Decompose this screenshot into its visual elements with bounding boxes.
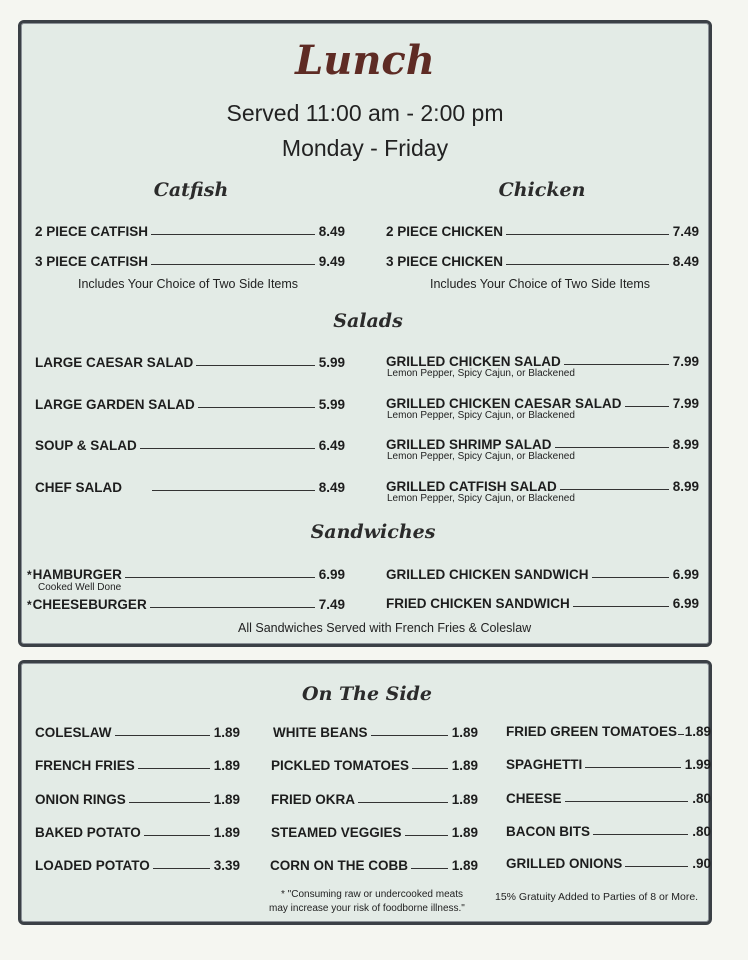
- sides-heading: On The Side: [302, 683, 432, 705]
- item-note: Lemon Pepper, Spicy Cajun, or Blackened: [387, 368, 575, 379]
- menu-item: GRILLED CHICKEN SANDWICH 6.99: [386, 567, 699, 582]
- menu-item: LARGE CAESAR SALAD 5.99: [35, 355, 345, 370]
- menu-item: CHEESE .80: [506, 791, 711, 806]
- menu-item: FRIED OKRA 1.89: [271, 792, 478, 807]
- serving-hours: Served 11:00 am - 2:00 pm: [226, 100, 504, 126]
- catfish-heading: Catfish: [153, 179, 229, 201]
- catfish-note: Includes Your Choice of Two Side Items: [78, 277, 299, 291]
- item-note: Lemon Pepper, Spicy Cajun, or Blackened: [387, 410, 575, 421]
- chicken-heading: Chicken: [498, 179, 586, 201]
- lunch-menu-panel: [18, 20, 712, 647]
- item-note: Cooked Well Done: [38, 582, 122, 593]
- menu-item: WHITE BEANS 1.89: [273, 725, 478, 740]
- menu-item: GRILLED CHICKEN CAESAR SALAD 7.99: [386, 396, 699, 411]
- menu-item: CHEF SALAD 8.49: [35, 480, 345, 495]
- menu-item: LOADED POTATO 3.39: [35, 858, 240, 873]
- salads-heading: Salads: [333, 310, 403, 332]
- sandwiches-heading: Sandwiches: [310, 521, 436, 543]
- menu-item: PICKLED TOMATOES 1.89: [271, 758, 478, 773]
- item-note: Lemon Pepper, Spicy Cajun, or Blackened: [387, 493, 575, 504]
- sides-menu-panel: [18, 660, 712, 925]
- menu-item: LARGE GARDEN SALAD 5.99: [35, 397, 345, 412]
- consumer-warning-line1: * "Consuming raw or undercooked meats: [281, 889, 463, 900]
- menu-item: GRILLED SHRIMP SALAD 8.99: [386, 437, 699, 452]
- menu-item: CORN ON THE COBB 1.89: [270, 858, 478, 873]
- consumer-warning-line2: may increase your risk of foodborne illness.": [269, 903, 465, 914]
- gratuity-note: 15% Gratuity Added to Parties of 8 or More.: [495, 891, 699, 903]
- menu-item: BAKED POTATO 1.89: [35, 825, 240, 840]
- menu-item: 2 PIECE CATFISH 8.49: [35, 224, 345, 239]
- menu-item: 3 PIECE CATFISH 9.49: [35, 254, 345, 269]
- chicken-note: Includes Your Choice of Two Side Items: [430, 277, 651, 291]
- menu-item: SOUP & SALAD 6.49: [35, 438, 345, 453]
- menu-item: FRIED CHICKEN SANDWICH 6.99: [386, 596, 699, 611]
- menu-item: FRENCH FRIES 1.89: [35, 758, 240, 773]
- menu-item: 3 PIECE CHICKEN 8.49: [386, 254, 699, 269]
- menu-item: * HAMBURGER 6.99: [27, 567, 345, 582]
- menu-title: Lunch: [295, 37, 435, 84]
- serving-days: Monday - Friday: [281, 135, 449, 161]
- menu-item: GRILLED ONIONS .90: [506, 856, 711, 871]
- menu-item: GRILLED CHICKEN SALAD 7.99: [386, 354, 699, 369]
- menu-item: GRILLED CATFISH SALAD 8.99: [386, 479, 699, 494]
- menu-item: * CHEESEBURGER 7.49: [27, 597, 345, 612]
- item-note: Lemon Pepper, Spicy Cajun, or Blackened: [387, 451, 575, 462]
- menu-item: FRIED GREEN TOMATOES 1.89: [506, 724, 711, 739]
- menu-item: COLESLAW 1.89: [35, 725, 240, 740]
- menu-item: BACON BITS .80: [506, 824, 711, 839]
- menu-item: ONION RINGS 1.89: [35, 792, 240, 807]
- star-icon: *: [27, 598, 32, 612]
- star-icon: *: [27, 568, 32, 582]
- sandwiches-note: All Sandwiches Served with French Fries & Coleslaw: [238, 621, 532, 635]
- menu-item: 2 PIECE CHICKEN 7.49: [386, 224, 699, 239]
- menu-item: STEAMED VEGGIES 1.89: [271, 825, 478, 840]
- menu-item: SPAGHETTI 1.99: [506, 757, 711, 772]
